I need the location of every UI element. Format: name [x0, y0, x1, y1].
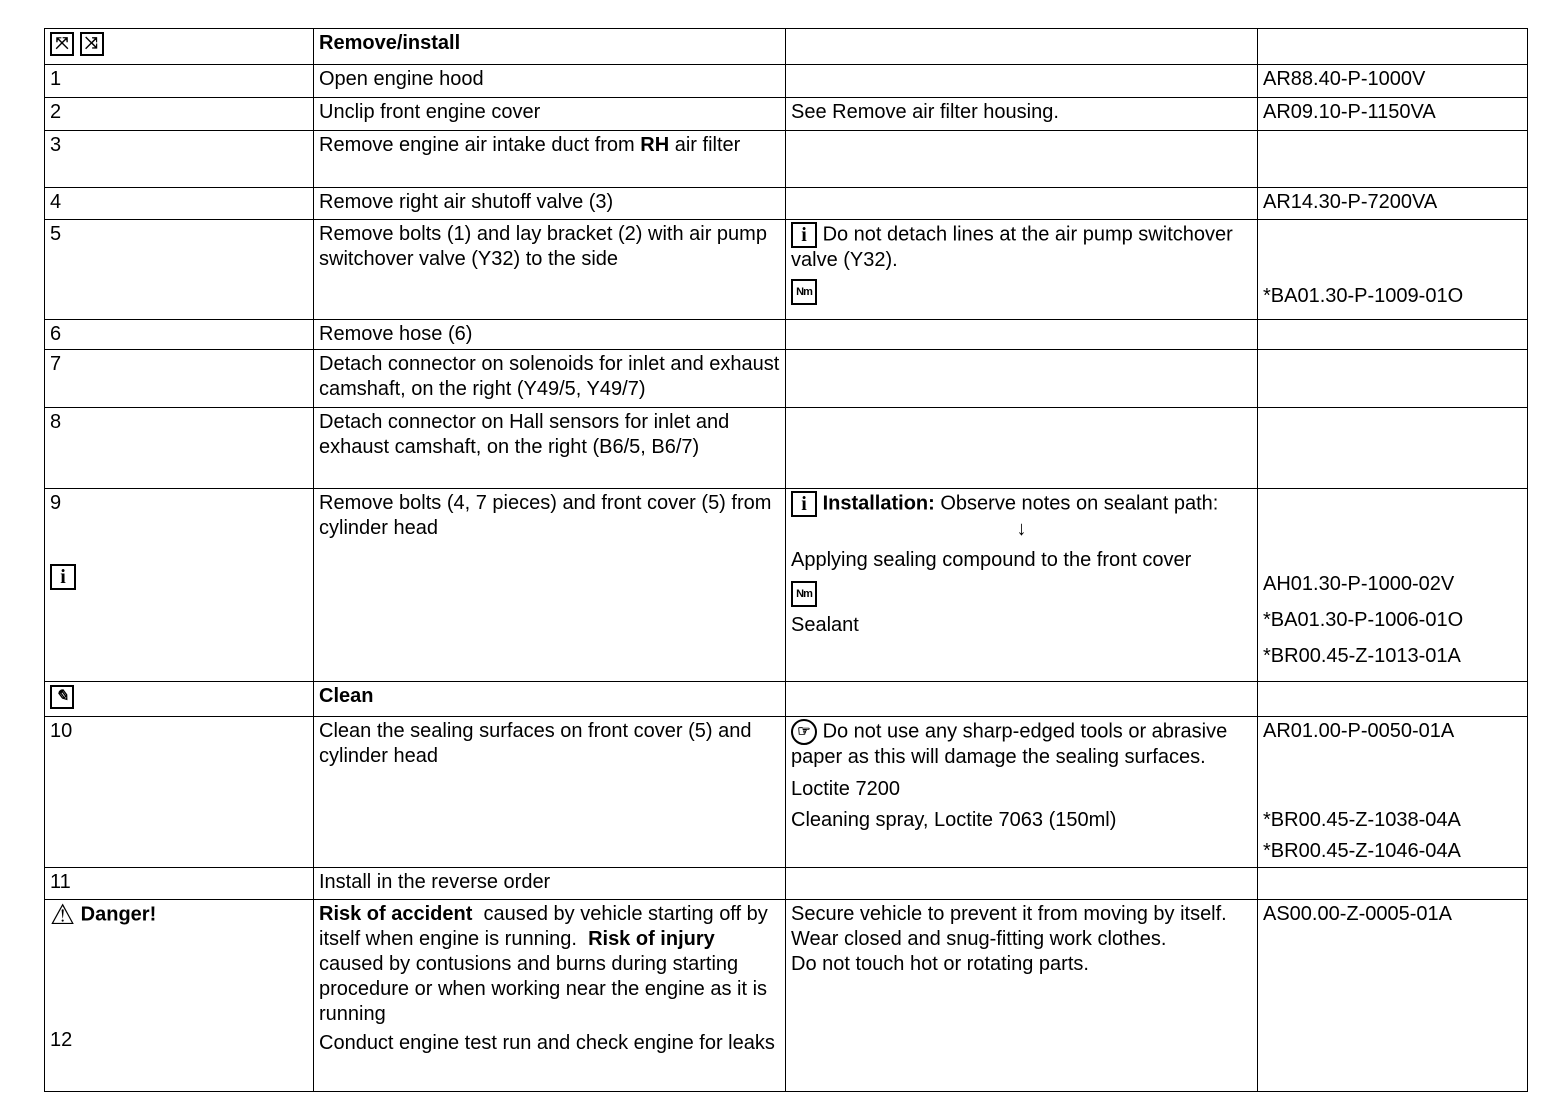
step-ref: AR14.30-P-7200VA — [1258, 188, 1528, 220]
step-number: 11 — [45, 868, 314, 900]
step-number: 9 i — [45, 489, 314, 682]
table-row — [45, 220, 1528, 320]
step-note — [786, 65, 1258, 98]
step-ref: AR88.40-P-1000V — [1258, 65, 1528, 98]
section-title: Clean — [319, 685, 374, 707]
step-number: 8 — [45, 408, 314, 489]
danger-row — [45, 900, 1528, 1092]
install-icon: ⤨ — [80, 32, 104, 56]
remove-install-icons — [45, 29, 314, 65]
step-number: 1 — [45, 65, 314, 98]
torque-icon: Nm — [791, 581, 817, 607]
step-number: 7 — [45, 350, 314, 408]
clean-header-row — [45, 682, 1528, 717]
step-ref: AR01.00-P-0050-01A *BR00.45-Z-1038-04A *BR00.45-Z-1046-04A — [1258, 717, 1528, 868]
step-task: Risk of accident caused by vehicle starting off by itself when engine is running. Risk of injury caused by contusions and burns during starting procedure or when working near the engine as it is running Conduct engine test run and check engine for leaks — [314, 900, 786, 1092]
table-row — [45, 65, 1528, 98]
step-note: See Remove air filter housing. — [786, 98, 1258, 131]
step-task: Unclip front engine cover — [314, 98, 786, 131]
torque-icon: Nm — [791, 279, 817, 305]
warning-triangle-icon: ⚠ — [50, 899, 76, 930]
table-row — [45, 188, 1528, 220]
step-task: Install in the reverse order — [314, 868, 786, 900]
step-number: 10 — [45, 717, 314, 868]
warning-hand-icon: ☞ — [791, 719, 817, 745]
step-note: Secure vehicle to prevent it from moving by itself. Wear closed and snug-fitting work clothes. Do not touch hot or rotating parts. — [786, 900, 1258, 1092]
step-task: Open engine hood — [314, 65, 786, 98]
step-ref: AR09.10-P-1150VA — [1258, 98, 1528, 131]
procedure-table — [44, 28, 1528, 1092]
step-number: 4 — [45, 188, 314, 220]
step-note — [786, 350, 1258, 408]
table-row — [45, 98, 1528, 131]
step-number: 2 — [45, 98, 314, 131]
info-icon: i — [791, 491, 817, 517]
info-icon: i — [791, 222, 817, 248]
step-ref: *BA01.30-P-1009-01O — [1258, 220, 1528, 320]
step-task: Remove right air shutoff valve (3) — [314, 188, 786, 220]
remove-icon: ⤧ — [50, 32, 74, 56]
header-row — [45, 29, 1528, 65]
danger-label: Danger! — [80, 903, 157, 926]
step-note — [786, 408, 1258, 489]
table-row — [45, 868, 1528, 900]
step-number: 5 — [45, 220, 314, 320]
step-task: Detach connector on solenoids for inlet and exhaust camshaft, on the right (Y49/5, Y49/7) — [314, 350, 786, 408]
step-ref: AH01.30-P-1000-02V *BA01.30-P-1006-01O *BR00.45-Z-1013-01A — [1258, 489, 1528, 682]
step-note — [786, 320, 1258, 350]
step-number: 3 — [45, 131, 314, 188]
step-task: Detach connector on Hall sensors for inlet and exhaust camshaft, on the right (B6/5, B6/7) — [314, 408, 786, 489]
table-row — [45, 350, 1528, 408]
clean-icon: ✎ — [50, 685, 74, 709]
step-ref — [1258, 131, 1528, 188]
step-ref — [1258, 408, 1528, 489]
step-number: ⚠ Danger! 12 — [45, 900, 314, 1092]
step-task: Remove hose (6) — [314, 320, 786, 350]
step-note — [786, 131, 1258, 188]
step-note: i Do not detach lines at the air pump switchover valve (Y32). Nm — [786, 220, 1258, 320]
info-icon: i — [50, 564, 76, 590]
arrow-down-icon: ↓ — [1016, 518, 1027, 540]
step-task: Remove bolts (1) and lay bracket (2) with air pump switchover valve (Y32) to the side — [314, 220, 786, 320]
table-row — [45, 408, 1528, 489]
table-row — [45, 320, 1528, 350]
step-ref — [1258, 320, 1528, 350]
table-row — [45, 717, 1528, 868]
step-note: i Installation: Observe notes on sealant path: ↓ Applying sealing compound to the front cover Nm Sealant — [786, 489, 1258, 682]
step-ref — [1258, 350, 1528, 408]
step-note — [786, 188, 1258, 220]
table-row — [45, 489, 1528, 682]
section-title: Remove/install — [319, 32, 461, 54]
step-ref: AS00.00-Z-0005-01A — [1258, 900, 1528, 1092]
step-number: 6 — [45, 320, 314, 350]
step-task: Clean the sealing surfaces on front cover (5) and cylinder head — [314, 717, 786, 868]
step-task: Remove engine air intake duct from RH air filter — [314, 131, 786, 188]
step-task: Remove bolts (4, 7 pieces) and front cover (5) from cylinder head — [314, 489, 786, 682]
table-row — [45, 131, 1528, 188]
step-note: ☞ Do not use any sharp-edged tools or abrasive paper as this will damage the sealing surfaces. Loctite 7200 Cleaning spray, Loctite 7063 (150ml) — [786, 717, 1258, 868]
